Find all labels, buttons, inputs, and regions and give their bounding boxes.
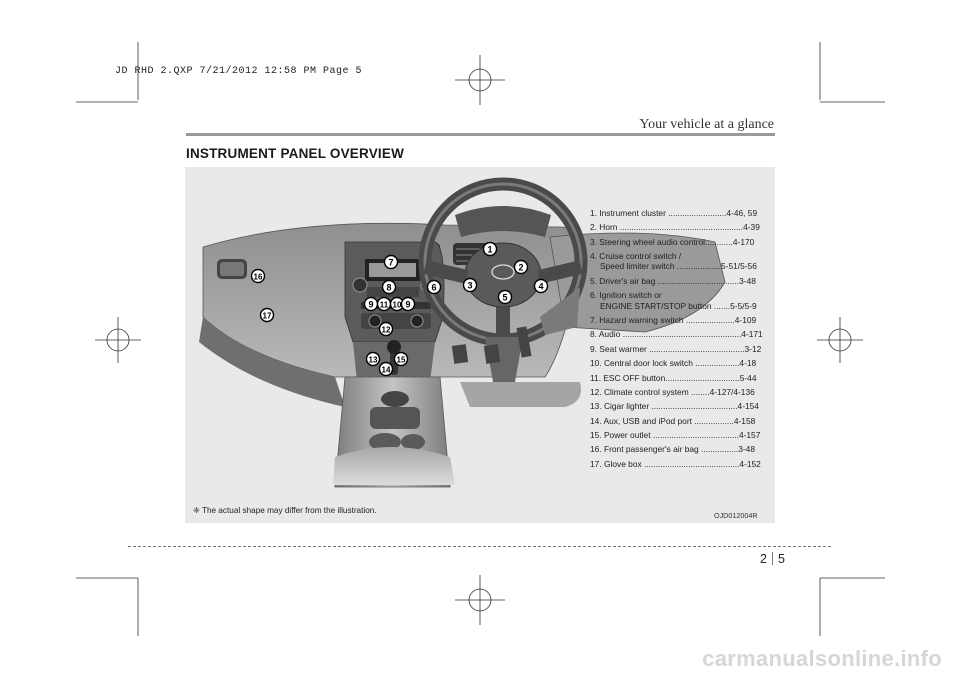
callout-15 [395,353,408,366]
registration-target-left [95,317,141,363]
legend-item-text: 5. Driver's air bag ...................................3-48 [590,275,756,286]
svg-text:12: 12 [381,325,391,335]
callout-5 [499,291,512,304]
legend-item-text: 16. Front passenger's air bag ................3-48 [590,444,755,455]
legend-item-text: 15. Power outlet .....................................4-157 [590,430,761,441]
legend-item [590,416,770,426]
print-slug: JD RHD 2.QXP 7/21/2012 12:58 PM Page 5 [115,66,363,77]
svg-text:15: 15 [396,355,406,365]
legend-item [590,222,770,232]
callout-6 [428,281,441,294]
callout-9-left [365,298,378,311]
callout-3 [464,279,477,292]
svg-text:16: 16 [253,272,263,282]
callout-4 [535,280,548,293]
running-head: Your vehicle at a glance [639,117,774,132]
component-legend [590,208,770,473]
registration-target-top [455,55,505,105]
legend-item [590,315,770,325]
callout-1 [484,243,497,256]
legend-item-text: 9. Seat warmer .........................................3-12 [590,343,762,354]
legend-item [590,387,770,397]
svg-text:3: 3 [467,280,473,291]
legend-item [590,373,770,383]
callout-13 [367,353,380,366]
svg-text:10: 10 [392,300,402,310]
legend-item [590,329,770,339]
page-number [760,552,785,566]
legend-item-text: 7. Hazard warning switch .....................4-109 [590,314,757,325]
svg-text:13: 13 [368,355,378,365]
svg-text:4: 4 [538,281,544,292]
chapter-number: 2 [760,552,767,566]
page-number-value: 5 [777,552,785,566]
svg-text:17: 17 [262,311,272,321]
svg-text:2: 2 [518,262,524,273]
callout-17 [261,309,274,322]
legend-item-text: 11. ESC OFF button................................5-44 [590,372,757,383]
legend-item-subtext: ENGINE START/STOP button .......5-5/5-9 [600,300,757,311]
svg-text:1: 1 [487,244,493,255]
legend-item [590,208,770,218]
svg-text:9: 9 [368,299,374,310]
callout-12 [380,323,393,336]
legend-item-text: 10. Central door lock switch ...................4-18 [590,358,757,369]
legend-item-text: 13. Cigar lighter .....................................4-154 [590,401,759,412]
legend-item [590,237,770,247]
figure-code: OJD012004R [714,511,758,520]
legend-item [590,444,770,454]
callout-7 [385,256,398,269]
legend-item-text: 3. Steering wheel audio control............4-170 [590,236,755,247]
svg-text:7: 7 [388,257,394,268]
legend-item-text: 8. Audio ...................................................4-171 [590,329,763,340]
legend-item-text: 6. Ignition switch or [590,290,662,301]
svg-text:6: 6 [431,282,437,293]
legend-item [590,276,770,286]
legend-item-text: 14. Aux, USB and iPod port .................4-158 [590,415,756,426]
legend-item [590,459,770,469]
svg-text:5: 5 [502,292,508,303]
svg-text:8: 8 [386,282,392,293]
svg-text:9: 9 [405,299,411,310]
legend-item-text: 4. Cruise control switch / [590,251,682,262]
legend-item [590,430,770,440]
registration-target-bottom [455,575,505,625]
svg-text:14: 14 [381,365,391,375]
registration-target-right [817,317,863,363]
legend-item [590,344,770,354]
callout-16 [252,270,265,283]
legend-item [590,290,770,311]
legend-item-text: 1. Instrument cluster .........................4-46, 59 [590,208,758,218]
callout-14 [380,363,393,376]
watermark: carmanualsonline.info [702,646,942,671]
legend-item-subtext: Speed limiter switch ...................5-51/5-56 [600,261,757,272]
svg-text:11: 11 [379,300,389,310]
legend-item [590,358,770,368]
legend-item [590,251,770,272]
header-rule [186,133,775,136]
callout-9-right [402,298,415,311]
legend-item-text: 17. Glove box .........................................4-152 [590,458,761,469]
legend-item-text: 2. Horn .....................................................4-39 [590,222,760,233]
legend-item-text: 12. Climate control system ........4-127/4-136 [590,386,755,397]
section-heading: INSTRUMENT PANEL OVERVIEW [186,146,405,161]
legend-item [590,401,770,411]
callout-8 [383,281,396,294]
callout-11 [378,298,391,311]
callout-2 [515,261,528,274]
footer-dashed-rule [128,546,831,547]
illustration-note: ❈ The actual shape may differ from the illustration. [193,506,377,515]
